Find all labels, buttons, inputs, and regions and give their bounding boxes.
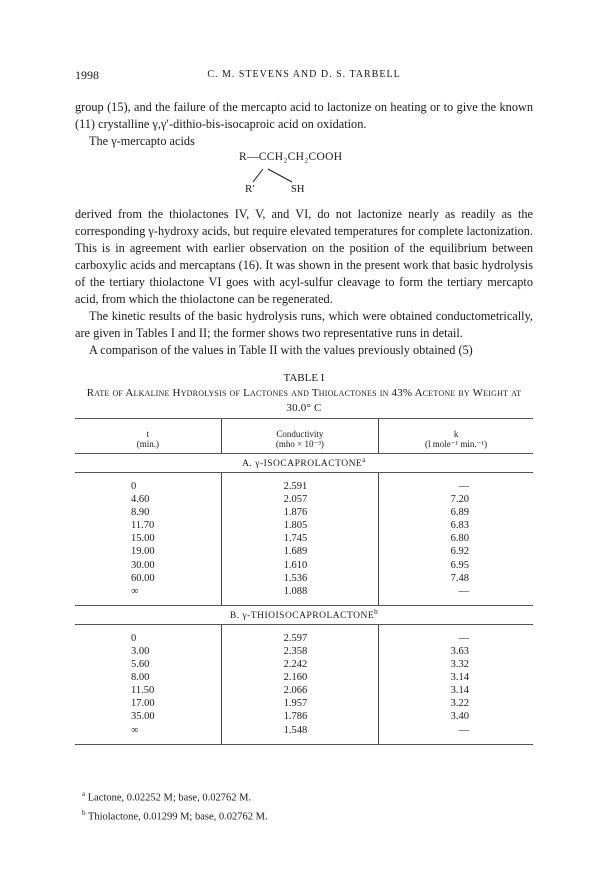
cell-t: 8.00 [131,672,150,684]
cell-k: 3.32 [450,659,469,671]
cell-k: 6.92 [450,546,469,558]
table-caption-main: Rate of Alkaline Hydrolysis of Lactones and Thiolactones in 43% Acetone by Weight at [86,387,522,399]
footnote-a-mark: a [82,790,86,798]
table-row [75,545,533,558]
formula-main-chain: R—CCH₂CH₂COOH [239,151,343,163]
paragraph-2: The γ-mercapto acids [89,134,195,148]
chemical-formula [235,151,375,199]
footnote-b [82,806,268,825]
cell-conductivity: 1.610 [221,559,378,572]
table-row [75,632,533,645]
paragraph-5: A comparison of the values in Table II with the values previously obtained (5) [89,343,473,357]
section-b-label: B. γ-THIOISOCAPROLACTONE [229,611,375,622]
cell-t: ∞ [131,724,139,736]
cell-conductivity: 2.066 [221,684,378,697]
section-a-header [75,454,533,473]
footnote-b-mark: b [82,808,86,817]
paragraph-4: The kinetic results of the basic hydrolysis runs, which were obtained conductometrically, are given in Tables I and II; the former shows two representative runs in detail. [75,309,533,340]
cell-k: 3.14 [450,672,469,684]
table-row [75,506,533,519]
cell-t: 30.00 [131,559,155,571]
column-t-symbol: t [146,429,150,439]
table-row [75,710,533,723]
cell-conductivity: 1.786 [221,710,378,723]
spacer [75,737,533,745]
column-k-unit: (l mole⁻¹ min.⁻¹) [424,439,488,449]
cell-conductivity: 1.689 [221,545,378,558]
cell-conductivity: 1.088 [221,585,378,598]
table-row [75,572,533,585]
table-caption [75,386,533,416]
body-text-bottom [75,206,533,359]
footnote-a-text: Lactone, 0.02252 M; base, 0.02762 M. [87,792,252,804]
section-b-footnote-mark: b [374,608,379,617]
cell-conductivity: 2.597 [221,632,378,645]
column-header-k [379,419,533,454]
table-row [75,658,533,671]
paragraph-3: derived from the thiolactones IV, V, and VI, do not lactonize nearly as readily as the corresponding γ-hydroxy acids, but require elevated temperatures for complete lactonization. This is in agreement with earlier observation on the position of the equilibrium between carboxylic acids and mercaptans (16). It was shown in the present work that basic hydrolysis of the tertiary thiolactone VI goes with acyl-sulfur cleavage to form the tertiary mercapto acid, from which the thiolactone can be regenerated. [75,207,533,306]
cell-k: — [458,481,469,492]
cell-k: 6.80 [450,533,469,545]
cell-t: 15.00 [131,533,155,545]
section-a-footnote-mark: a [362,456,366,465]
cell-conductivity: 1.548 [221,724,378,737]
cell-t: 35.00 [131,711,155,723]
cell-conductivity: 1.876 [221,506,378,519]
table-row [75,480,533,493]
cell-t: ∞ [131,585,139,597]
cell-conductivity: 1.745 [221,532,378,545]
spacer [75,598,533,606]
cell-k: 3.22 [450,698,469,710]
cell-conductivity: 1.957 [221,697,378,710]
cell-t: 60.00 [131,572,155,584]
cell-k: 3.40 [450,711,469,723]
cell-t: 0 [131,481,137,492]
cell-t: 3.00 [131,645,150,657]
footnote-a [82,787,268,806]
table-row [75,697,533,710]
cell-k: 3.14 [450,685,469,697]
formula-sh: SH [291,184,305,195]
cell-t: 0 [131,632,137,644]
cell-k: — [458,585,469,597]
column-header-t [75,419,221,454]
column-header-conductivity [221,419,378,454]
footnote-b-text: Thiolactone, 0.01299 M; base, 0.02762 M. [87,811,268,822]
section-a-label: A. γ-ISOCAPROLACTONE [242,459,363,470]
cell-k: 6.83 [450,520,469,532]
formula-r-prime: R′ [245,183,255,195]
running-title: C. M. STEVENS AND D. S. TARBELL [207,69,401,80]
rate-table [75,418,533,745]
table-row [75,585,533,598]
cell-t: 19.00 [131,546,155,558]
table-caption-condition: 30.0° C [286,402,322,414]
running-header [75,68,533,84]
footnotes [82,787,268,824]
column-cond-unit: (mho × 10⁻³) [275,439,324,449]
spacer [75,473,533,481]
cell-k: — [458,632,469,644]
table-title: TABLE I [283,372,325,384]
cell-k: 3.63 [450,645,469,657]
table-row [75,559,533,572]
paragraph-1: group (15), and the failure of the mercapto acid to lactonize on heating or to give the known (11) crystalline γ,γ′-dithio-bis-isocaproic acid on oxidation. [75,100,533,131]
cell-k: 7.48 [450,572,469,584]
cell-conductivity: 2.591 [221,480,378,493]
cell-k: 6.95 [450,559,469,571]
cell-conductivity: 1.805 [221,519,378,532]
column-t-unit: (min.) [136,439,159,449]
table-row [75,724,533,737]
cell-t: 17.00 [131,698,155,710]
table-row [75,684,533,697]
cell-t: 11.70 [131,520,155,532]
section-b-body [75,598,533,737]
cell-t: 8.90 [131,507,150,519]
page-number: 1998 [75,68,99,82]
table-row [75,519,533,532]
cell-k: — [458,724,469,736]
cell-t: 4.60 [131,494,150,506]
spacer [75,624,533,632]
table-row [75,671,533,684]
column-k-symbol: k [453,429,459,439]
column-cond-name: Conductivity [276,429,324,439]
table-row [75,493,533,506]
cell-conductivity: 2.160 [221,671,378,684]
section-a-body [75,454,533,598]
cell-t: 11.50 [131,685,155,697]
cell-conductivity: 2.242 [221,658,378,671]
cell-t: 5.60 [131,659,150,671]
cell-conductivity: 2.057 [221,493,378,506]
table-row [75,532,533,545]
table-row [75,645,533,658]
table-end [75,737,533,745]
cell-k: 6.89 [450,507,469,519]
body-text-top [75,99,533,150]
table-bottom-rule [75,744,533,745]
cell-k: 7.20 [450,494,469,506]
cell-conductivity: 1.536 [221,572,378,585]
cell-conductivity: 2.358 [221,645,378,658]
section-b-header [75,605,533,624]
